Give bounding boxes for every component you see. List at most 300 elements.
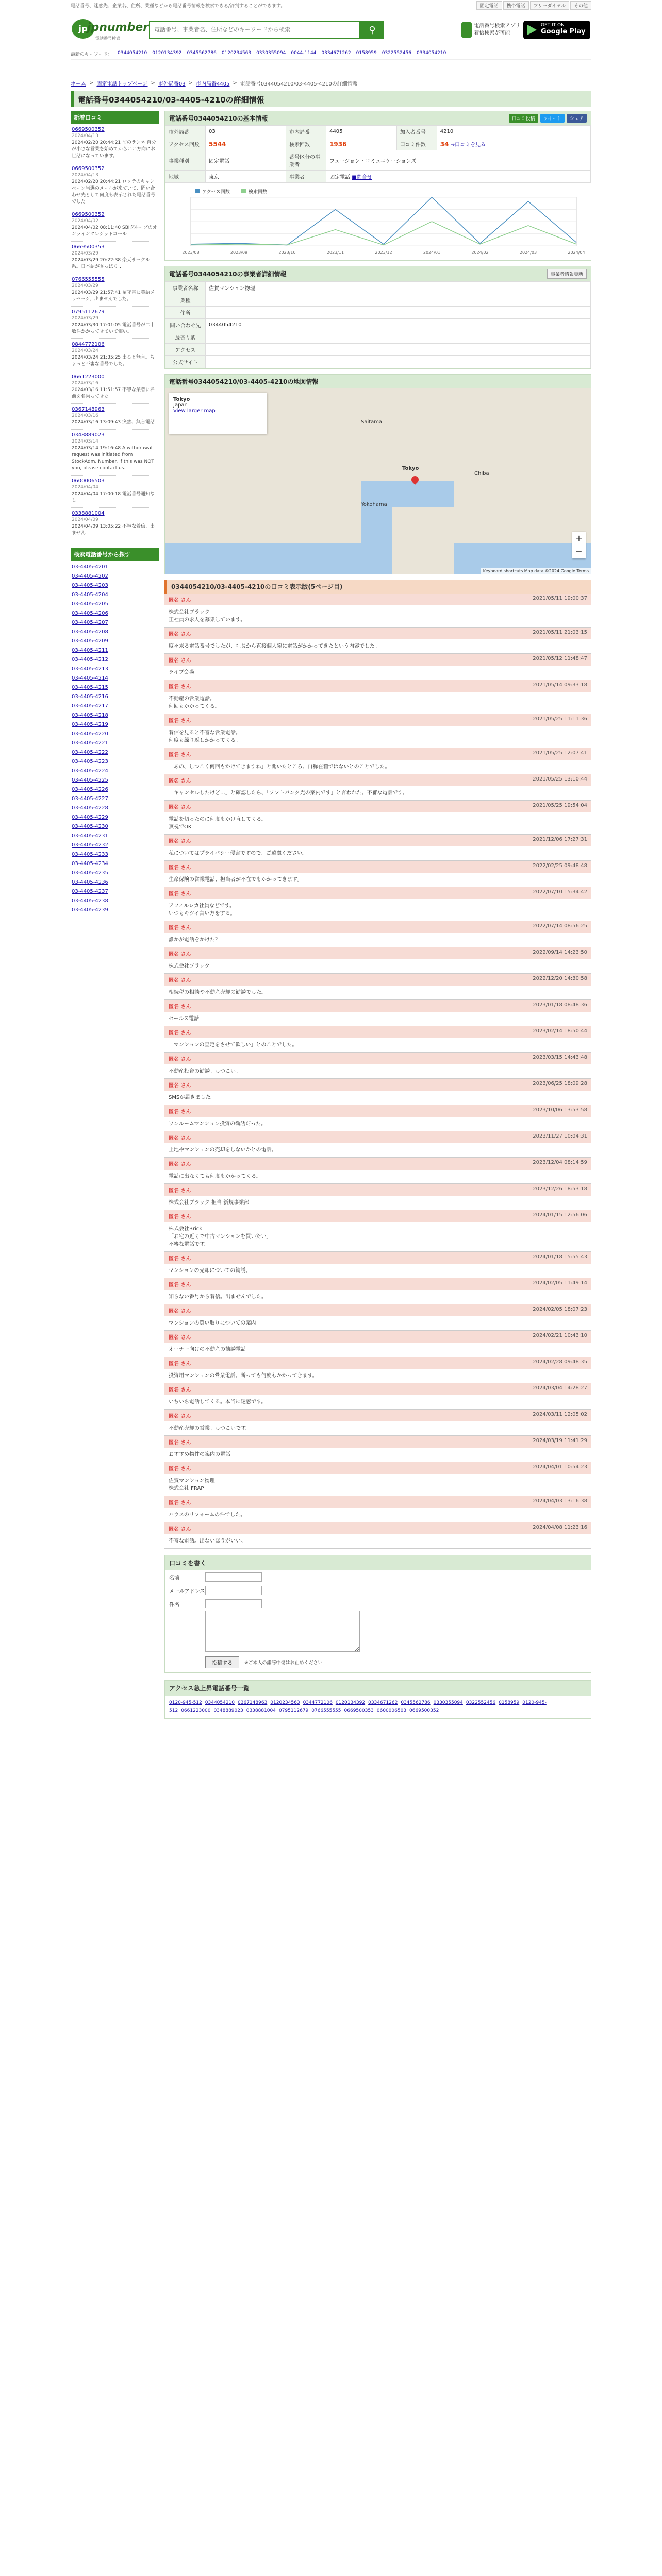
ranking-number-link[interactable]: 0345562786 — [401, 1700, 431, 1705]
comment-text: 生命保険の営業電話、担当者が不在でもかかってきます。 — [169, 877, 303, 883]
logo-badge: jp — [72, 19, 94, 39]
ranking-number-link[interactable]: 0330355094 — [433, 1700, 463, 1705]
chart-legend-swatch — [241, 189, 246, 193]
review-date: 2024/04/13 — [72, 133, 98, 139]
review-date: 2024/03/14 — [72, 439, 98, 444]
review-text: 2024/03/29 21:57:41 留守電に英語メッセージ、出ませんでした。 — [72, 290, 155, 302]
comment-item — [164, 1496, 591, 1522]
comment-item — [164, 1158, 591, 1184]
review-text: 2024/02/20 20:44:21 ロッテのキャンペーン当選のメールが来ていて、問い合わせ先として何度も表示された電話番号でした — [72, 179, 156, 205]
search-button[interactable] — [360, 21, 384, 39]
comment-text: 株式会社ブラック — [169, 963, 210, 969]
breadcrumb-home[interactable]: ホーム — [71, 81, 86, 87]
breadcrumb-local[interactable]: 市内局番4405 — [196, 81, 230, 87]
nearby-number-list — [71, 561, 159, 917]
review-text: 2024/03/14 19:16:48 A withdrawal request was initiated from StockAdm. Number. If this was NOT you, please contact us. — [72, 446, 154, 471]
comment-date: 2021/05/25 11:11:36 — [533, 716, 587, 722]
nearby-number-link[interactable]: 03-4405-4234 — [72, 861, 108, 867]
keyword-link[interactable]: 0158959 — [356, 50, 377, 56]
map-city: Saitama — [361, 419, 383, 425]
ranking-number-link[interactable]: 0766555555 — [311, 1708, 341, 1714]
review-number-link[interactable]: 0348889023 — [72, 432, 105, 438]
map-larger-link[interactable]: View larger map — [173, 408, 216, 414]
keyword-link[interactable]: 0330355094 — [256, 50, 286, 56]
comment-date: 2021/05/12 11:48:47 — [533, 656, 587, 662]
review-number-link[interactable]: 0661223000 — [72, 374, 105, 380]
comment-user: 匿名 さん — [169, 1030, 191, 1036]
comment-text: ワンルームマンション投資の勧誘だった。 — [169, 1121, 267, 1127]
comment-text: 着信を見ると不審な営業電話。 何度も繰り返しかかってくる。 — [169, 730, 241, 743]
nearby-number-link[interactable]: 03-4405-4232 — [72, 842, 108, 848]
map-card-sub: Japan — [173, 402, 188, 408]
nearby-number-link[interactable]: 03-4405-4235 — [72, 870, 108, 876]
search-bar — [149, 21, 384, 39]
tweet-button[interactable]: ツイート — [540, 114, 565, 123]
app-text1: 電話番号検索アプリ — [474, 23, 520, 29]
breadcrumb-current: 電話番号0344054210/03-4405-4210の詳細情報 — [240, 81, 358, 87]
nearby-number-link[interactable]: 03-4405-4204 — [72, 592, 108, 598]
comment-item — [164, 1252, 591, 1278]
gplay-main: Google Play — [541, 28, 586, 36]
chart-legend-label: 検索回数 — [249, 190, 268, 195]
label-type: 事業種別 — [166, 150, 206, 171]
comment-text: 相続税の相談や不動産売却の勧誘でした。 — [169, 990, 267, 995]
review-date: 2024/03/16 — [72, 381, 98, 386]
chart-x-tick: 2023/11 — [326, 250, 344, 255]
review-text: 2024/03/29 20:22:38 楽天サークル系。日本語がさっぱり… — [72, 258, 150, 269]
comments-heading: 0344054210/03-4405-4210の口コミ表示版(5ページ目) — [164, 580, 591, 594]
map-section — [164, 374, 591, 574]
google-play-button[interactable] — [523, 21, 590, 39]
comment-date: 2024/02/05 18:07:23 — [533, 1307, 587, 1312]
comment-user: 匿名 さん — [169, 752, 191, 758]
value-area-code: 03 — [206, 126, 286, 138]
comment-date: 2024/03/11 12:05:02 — [533, 1412, 587, 1417]
comment-item — [164, 861, 591, 887]
keyword-link[interactable]: 0334671262 — [321, 50, 351, 56]
review-date: 2024/03/16 — [72, 413, 98, 418]
map-land — [165, 481, 361, 543]
nearby-number-link[interactable]: 03-4405-4217 — [72, 703, 108, 709]
comment-text: 株式会社ブラック 担当 新規事業部 — [169, 1200, 250, 1206]
report-link[interactable]: ■問合せ — [352, 175, 372, 180]
label-business: 事業者 — [286, 171, 326, 183]
comment-user: 匿名 さん — [169, 952, 191, 957]
nearby-number-link[interactable]: 03-4405-4216 — [72, 694, 108, 700]
nearby-number-link[interactable]: 03-4405-4215 — [72, 685, 108, 690]
review-date: 2024/04/02 — [72, 218, 98, 224]
left-sidebar — [71, 111, 159, 917]
nearby-number-link[interactable]: 03-4405-4221 — [72, 740, 108, 746]
comment-list — [164, 594, 591, 1549]
ranking-number-link[interactable]: 0344054210 — [205, 1700, 235, 1705]
keyword-link[interactable]: 0120234563 — [221, 50, 252, 56]
review-number-link[interactable]: 0795112679 — [72, 309, 105, 315]
share-button[interactable]: シェア — [567, 114, 587, 123]
nearby-number-link[interactable]: 03-4405-4222 — [72, 750, 108, 755]
page-title: 電話番号0344054210/03-4405-4210の詳細情報 — [71, 91, 591, 107]
main-content — [164, 111, 591, 1719]
detail-label: アクセス — [166, 344, 206, 356]
nearby-number-link[interactable]: 03-4405-4237 — [72, 889, 108, 894]
new-review-item — [71, 242, 159, 274]
chart-legend-swatch — [195, 189, 200, 193]
google-play-icon — [527, 25, 537, 35]
keyword-link[interactable]: 0044-1144 — [291, 50, 317, 56]
label-review-count: 口コミ件数 — [396, 138, 437, 150]
comment-item — [164, 835, 591, 861]
review-number-link[interactable]: 0669500352 — [72, 127, 105, 132]
latest-keywords-label: 最新のキーワード： — [71, 52, 113, 57]
nearby-number-link[interactable]: 03-4405-4225 — [72, 777, 108, 783]
ranking-number-link[interactable]: 0600006503 — [376, 1708, 407, 1714]
comment-text: 「マンションの査定をさせて欲しい」とのことでした。 — [169, 1042, 297, 1048]
chart-x-tick: 2024/01 — [423, 250, 441, 255]
nearby-number-link[interactable]: 03-4405-4219 — [72, 722, 108, 727]
keyword-link[interactable]: 0345562786 — [187, 50, 217, 56]
comment-text: ライブ会場 — [169, 670, 194, 675]
comment-text: 不動産投資の勧誘。しつこい。 — [169, 1069, 241, 1074]
nearby-number-link[interactable]: 03-4405-4224 — [72, 768, 108, 774]
detail-value — [206, 307, 591, 319]
comment-text: いちいち電話してくる。本当に迷惑です。 — [169, 1399, 267, 1405]
comment-item — [164, 1357, 591, 1383]
nearby-number-link[interactable]: 03-4405-4218 — [72, 713, 108, 718]
comment-user: 匿名 さん — [169, 1414, 191, 1419]
post-review-button[interactable]: 口コミ投稿 — [509, 114, 538, 123]
review-number-link[interactable]: 0669500353 — [72, 244, 105, 250]
ranking-number-link[interactable]: 0334671262 — [368, 1700, 398, 1705]
keyword-link[interactable]: 0322552456 — [382, 50, 412, 56]
link-other[interactable]: その他 — [570, 1, 591, 10]
comment-item — [164, 974, 591, 1000]
comment-user: 匿名 さん — [169, 1309, 191, 1314]
detail-label: 業種 — [166, 294, 206, 307]
breadcrumb-area[interactable]: 市外局番03 — [158, 81, 186, 87]
review-number-link[interactable]: 0600006503 — [72, 478, 105, 484]
comment-user: 匿名 さん — [169, 632, 191, 637]
reviews-link[interactable]: →口コミを見る — [450, 142, 486, 148]
review-number-link[interactable]: 0338881004 — [72, 511, 105, 516]
comment-user: 匿名 さん — [169, 1162, 191, 1167]
detail-value — [206, 294, 591, 307]
review-date: 2024/03/29 — [72, 316, 98, 321]
ranking-number-link[interactable]: 0158959 — [499, 1700, 520, 1705]
comment-date: 2023/10/06 13:53:58 — [533, 1107, 587, 1113]
ranking-number-link[interactable]: 0344772106 — [303, 1700, 333, 1705]
comment-user: 匿名 さん — [169, 1282, 191, 1288]
comment-user: 匿名 さん — [169, 1136, 191, 1141]
search-input[interactable] — [149, 21, 360, 39]
review-text: 2024/02/20 20:44:21 前のランネ 自分が小さな営業を始めてからいい方向にお世話になっています。 — [72, 140, 156, 159]
comment-text: 電話を切ったのに何度もかけ直してくる。 無視でOK — [169, 817, 267, 830]
comment-date: 2022/09/14 14:23:50 — [533, 950, 587, 955]
detail-label: 問い合わせ先 — [166, 319, 206, 331]
nearby-number-link[interactable]: 03-4405-4220 — [72, 731, 108, 737]
ranking-number-link[interactable]: 0661223000 — [181, 1708, 211, 1714]
detail-label: 公式サイト — [166, 356, 206, 368]
map-land — [392, 507, 454, 574]
detail-value: 0344054210 — [206, 319, 591, 331]
new-review-item — [71, 274, 159, 307]
comment-text: セールス電話 — [169, 1016, 200, 1022]
chart-x-tick: 2024/02 — [471, 250, 489, 255]
ranking-number-link[interactable]: 0367148963 — [238, 1700, 268, 1705]
review-number-link[interactable]: 0669500352 — [72, 166, 105, 172]
new-review-item — [71, 404, 159, 430]
comment-date: 2023/06/25 18:09:28 — [533, 1081, 587, 1087]
comment-item — [164, 1131, 591, 1158]
comment-date: 2023/11/27 10:04:31 — [533, 1133, 587, 1139]
email-label: メールアドレス — [169, 1588, 205, 1595]
comment-item — [164, 680, 591, 714]
review-text: 2024/04/04 17:00:18 電話番号通知なし — [72, 492, 155, 503]
comment-user: 匿名 さん — [169, 839, 191, 844]
new-review-item — [71, 508, 159, 540]
access-chart-svg — [170, 186, 587, 257]
review-form — [164, 1555, 591, 1673]
comment-item — [164, 1105, 591, 1131]
ranking-number-link[interactable]: 0348889023 — [213, 1708, 243, 1714]
nearby-number-link[interactable]: 03-4405-4209 — [72, 638, 108, 644]
nearby-number-link[interactable]: 03-4405-4212 — [72, 657, 108, 663]
comment-date: 2022/07/14 08:56:25 — [533, 923, 587, 929]
comment-item — [164, 1000, 591, 1026]
chart-x-tick: 2023/08 — [182, 250, 200, 255]
detail-heading: 電話番号0344054210の事業者詳細情報 — [169, 270, 287, 278]
update-info-button[interactable]: 事業者情報更新 — [547, 269, 587, 279]
value-subscriber: 4210 — [437, 126, 590, 138]
comment-text: 「キャンセルしたけど…」と確認したら、「ソフトバンク光の案内です」と言われた。不審な電話です。 — [169, 790, 408, 796]
value-business: 固定電話 — [329, 175, 351, 180]
comment-user: 匿名 さん — [169, 1527, 191, 1532]
nearby-number-link[interactable]: 03-4405-4226 — [72, 787, 108, 792]
new-review-item — [71, 124, 159, 163]
comment-text: 投資用マンションの営業電話。断っても何度もかかってきます。 — [169, 1373, 318, 1379]
comment-user: 匿名 さん — [169, 1387, 191, 1393]
nearby-number-link[interactable]: 03-4405-4227 — [72, 796, 108, 802]
comment-item — [164, 1331, 591, 1357]
comment-user: 匿名 さん — [169, 891, 191, 897]
nearby-number-link[interactable]: 03-4405-4213 — [72, 666, 108, 672]
comment-text: マンションの売却についての勧誘。 — [169, 1268, 251, 1274]
site-logo[interactable] — [72, 17, 149, 43]
comment-text: 佐賀マンション物理 株式会社 FRAP — [169, 1478, 215, 1492]
review-text: 2024/03/16 11:51:57 不審な業者に名前を名乗ってきた — [72, 387, 155, 399]
review-textarea[interactable] — [205, 1611, 360, 1652]
comment-text: 不審な電話。出ないほうがいい。 — [169, 1538, 246, 1544]
comment-text: オーナー向けの不動産の勧誘電話 — [169, 1347, 246, 1352]
comment-user: 匿名 さん — [169, 718, 191, 724]
nearby-number-link[interactable]: 03-4405-4211 — [72, 648, 108, 653]
latest-keywords — [71, 48, 591, 60]
comment-date: 2022/07/10 15:34:42 — [533, 889, 587, 895]
chart-x-tick: 2023/12 — [375, 250, 392, 255]
ranking-number-link[interactable]: 0120134392 — [335, 1700, 366, 1705]
comment-date: 2024/01/15 12:56:06 — [533, 1212, 587, 1218]
detail-value — [206, 344, 591, 356]
comment-item — [164, 654, 591, 680]
comment-user: 匿名 さん — [169, 1004, 191, 1010]
comment-text: アフィルレカ社員などです。 いつもキツイ言い方をする。 — [169, 903, 236, 917]
comment-text: 不動産の営業電話。 何回もかかってくる。 — [169, 696, 220, 709]
review-date: 2024/03/29 — [72, 283, 98, 289]
comment-item — [164, 748, 591, 774]
basic-info-table — [165, 125, 591, 183]
comment-user: 匿名 さん — [169, 598, 191, 603]
comment-date: 2023/12/26 18:53:18 — [533, 1186, 587, 1192]
comment-item — [164, 1304, 591, 1331]
ranking-number-link[interactable]: 0669500352 — [409, 1708, 439, 1714]
keyword-link[interactable]: 0334054210 — [417, 50, 446, 56]
nearby-number-link[interactable]: 03-4405-4206 — [72, 611, 108, 616]
zoom-out-icon[interactable]: − — [575, 547, 583, 556]
nearby-number-link[interactable]: 03-4405-4202 — [72, 573, 108, 579]
comment-date: 2021/05/25 12:07:41 — [533, 750, 587, 756]
new-review-item — [71, 476, 159, 508]
comment-date: 2024/03/19 11:41:29 — [533, 1438, 587, 1444]
chart-legend-label: アクセス回数 — [202, 190, 230, 195]
map-heading: 電話番号0344054210/03-4405-4210の地図情報 — [169, 378, 319, 385]
logo-wordmark: jpnumber — [87, 21, 149, 34]
comment-item — [164, 1462, 591, 1496]
comment-item — [164, 887, 591, 921]
breadcrumb-landline[interactable]: 固定電話トップページ — [96, 81, 148, 87]
comment-item — [164, 921, 591, 947]
comment-text: 電話に出なくても何度もかかってくる。 — [169, 1174, 261, 1179]
comment-item — [164, 1079, 591, 1105]
review-date: 2024/03/24 — [72, 348, 98, 353]
map-zoom-control[interactable] — [572, 532, 586, 558]
nearby-number-link[interactable]: 03-4405-4205 — [72, 601, 108, 607]
nearby-number-link[interactable]: 03-4405-4203 — [72, 583, 108, 588]
comment-item — [164, 1522, 591, 1549]
nearby-heading: 検索電話番号から探す — [71, 548, 159, 561]
review-number-link[interactable]: 0669500352 — [72, 212, 105, 217]
review-text: 2024/03/16 13:09:43 突然、無言電話 — [72, 420, 155, 425]
comment-date: 2024/04/01 10:54:23 — [533, 1464, 587, 1470]
link-landline[interactable]: 固定電話 — [476, 1, 502, 10]
map-land — [454, 388, 591, 543]
detail-section — [164, 266, 591, 369]
comment-item — [164, 947, 591, 974]
value-carrier: フュージョン・コミュニケーションズ — [326, 150, 591, 171]
nearby-number-link[interactable]: 03-4405-4214 — [72, 675, 108, 681]
new-review-item — [71, 430, 159, 476]
access-chart — [165, 183, 591, 260]
detail-label: 最寄り駅 — [166, 331, 206, 344]
email-input[interactable] — [205, 1586, 262, 1595]
comment-date: 2021/05/11 21:03:15 — [533, 630, 587, 635]
top-strip — [71, 0, 591, 11]
new-review-item — [71, 339, 159, 371]
basic-info-heading: 電話番号0344054210の基本情報 — [169, 115, 268, 122]
ranking-number-link[interactable]: 0338881004 — [246, 1708, 276, 1714]
nearby-number-link[interactable]: 03-4405-4201 — [72, 564, 108, 570]
comment-text: 不動産売却の営業。しつこいです。 — [169, 1426, 251, 1431]
comment-date: 2024/02/05 11:49:14 — [533, 1280, 587, 1286]
comment-user: 匿名 さん — [169, 684, 191, 690]
review-text: 2024/03/24 21:35:25 出ると無言。ちょっと不審な番号でした。 — [72, 355, 155, 367]
review-text: 2024/04/09 13:05:22 不審な着信、出ません — [72, 524, 155, 536]
nearby-number-link[interactable]: 03-4405-4207 — [72, 620, 108, 625]
comment-user: 匿名 さん — [169, 1256, 191, 1262]
keyword-link[interactable]: 0120134392 — [152, 50, 182, 56]
comment-text: マンションの買い取りについての案内 — [169, 1320, 256, 1326]
comment-user: 匿名 さん — [169, 1500, 191, 1506]
site-description: 電話番号、迷惑先、企業名、住所、業種などから電話番号情報を検索できる/評判することができます。 — [71, 4, 286, 9]
comment-date: 2022/12/20 14:30:58 — [533, 976, 587, 981]
nearby-number-link[interactable]: 03-4405-4230 — [72, 824, 108, 829]
value-local-code: 4405 — [326, 126, 397, 138]
map-city: Tokyo — [402, 466, 419, 471]
zoom-in-icon[interactable]: + — [575, 533, 583, 543]
value-type: 固定電話 — [206, 150, 286, 171]
nearby-number-link[interactable]: 03-4405-4238 — [72, 898, 108, 904]
access-count: 5544 — [209, 140, 226, 148]
ranking-number-link[interactable]: 0120-945-512 — [169, 1700, 547, 1714]
review-date: 2024/04/13 — [72, 173, 98, 178]
submit-button[interactable]: 投稿する — [205, 1656, 239, 1668]
ranking-number-link[interactable]: 0795112679 — [278, 1708, 309, 1714]
comment-item — [164, 1026, 591, 1053]
comment-date: 2021/05/14 09:33:18 — [533, 682, 587, 688]
link-mobile[interactable]: 携帯電話 — [503, 1, 529, 10]
ranking-number-link[interactable]: 0120234563 — [270, 1700, 300, 1705]
detail-value — [206, 331, 591, 344]
nearby-number-link[interactable]: 03-4405-4228 — [72, 805, 108, 811]
link-freedial[interactable]: フリーダイヤル — [530, 1, 569, 10]
nearby-number-link[interactable]: 03-4405-4208 — [72, 629, 108, 635]
map[interactable] — [165, 388, 591, 574]
nearby-number-link[interactable]: 03-4405-4231 — [72, 833, 108, 839]
chart-x-tick: 2024/04 — [568, 250, 585, 255]
keyword-link[interactable]: 0344054210 — [118, 50, 147, 56]
search-icon: ⚲ — [369, 24, 376, 35]
nearby-number-link[interactable]: 03-4405-4233 — [72, 852, 108, 857]
name-input[interactable] — [205, 1572, 262, 1582]
ranking-number-link[interactable]: 0669500353 — [344, 1708, 374, 1714]
detail-value — [206, 356, 591, 368]
comment-user: 匿名 さん — [169, 1361, 191, 1367]
map-info-card — [169, 393, 267, 434]
comment-date: 2023/02/14 18:50:44 — [533, 1028, 587, 1034]
new-review-item — [71, 209, 159, 242]
label-area-code: 市外局番 — [166, 126, 206, 138]
chart-x-tick: 2023/09 — [230, 250, 248, 255]
ranking-number-link[interactable]: 0322552456 — [466, 1700, 496, 1705]
comment-date: 2021/05/25 13:10:44 — [533, 776, 587, 782]
nearby-number-link[interactable]: 03-4405-4236 — [72, 879, 108, 885]
nearby-number-link[interactable]: 03-4405-4223 — [72, 759, 108, 765]
comment-item — [164, 1383, 591, 1410]
comment-user: 匿名 さん — [169, 1466, 191, 1472]
new-review-item — [71, 307, 159, 339]
review-number-link[interactable]: 0367148963 — [72, 406, 105, 412]
header — [71, 11, 591, 48]
comment-user: 匿名 さん — [169, 1335, 191, 1341]
title-input[interactable] — [205, 1599, 262, 1608]
nearby-number-link[interactable]: 03-4405-4229 — [72, 815, 108, 820]
ranking-number-link[interactable]: 0120-945-512 — [169, 1700, 202, 1705]
access-ranking-list — [165, 1696, 591, 1718]
review-number-link[interactable]: 0844772106 — [72, 342, 105, 347]
map-city: Yokohama — [361, 502, 387, 507]
nearby-number-link[interactable]: 03-4405-4239 — [72, 907, 108, 913]
comment-user: 匿名 さん — [169, 1214, 191, 1220]
comment-text: 私についてはプライバシー侵害ですので、ご遠慮ください。 — [169, 851, 308, 856]
review-number-link[interactable]: 0766555555 — [72, 277, 105, 282]
